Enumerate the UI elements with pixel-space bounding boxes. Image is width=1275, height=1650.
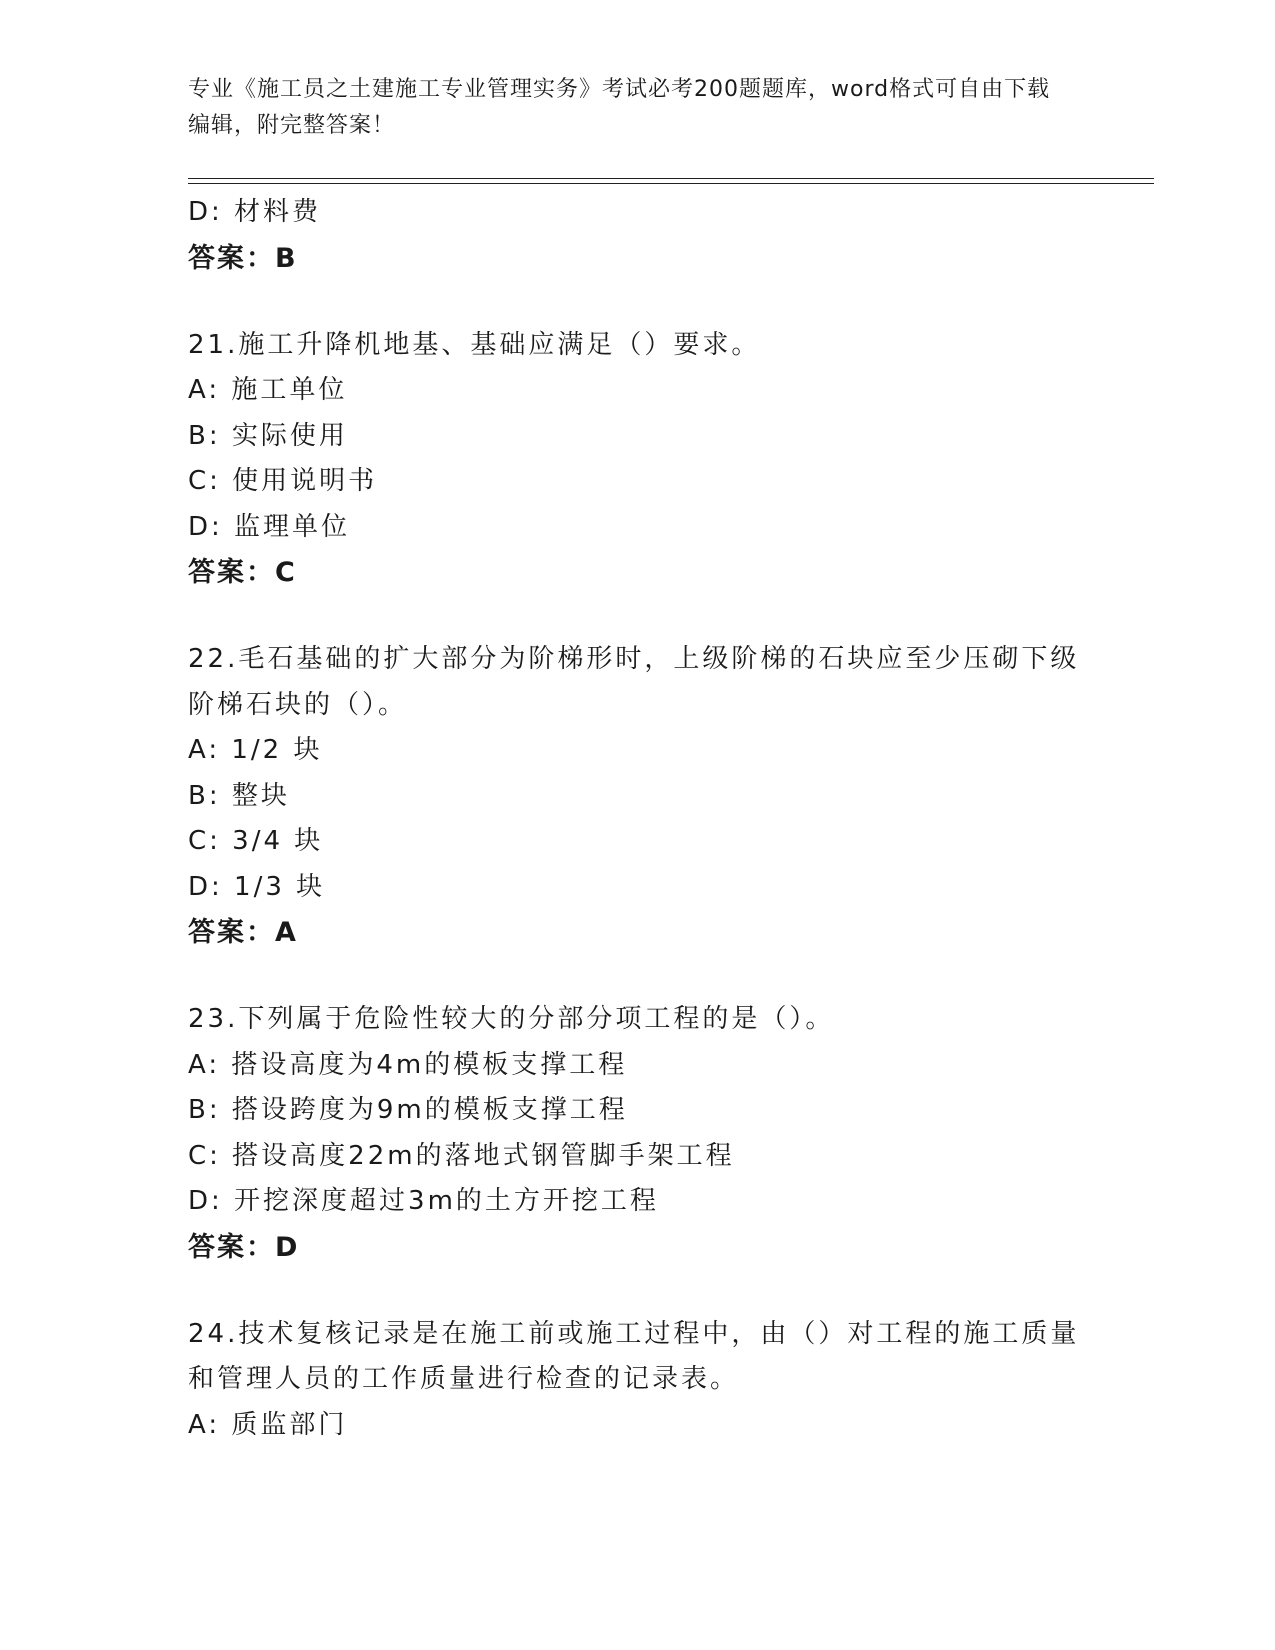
option-c: C: 搭设高度22m的落地式钢管脚手架工程 bbox=[188, 1140, 735, 1171]
question-stem: 23.下列属于危险性较大的分部分项工程的是（）。 bbox=[188, 1004, 835, 1034]
page-header: 专业《施工员之土建施工专业管理实务》考试必考200题题库，word格式可自由下载编辑，附完整答案！ bbox=[188, 77, 1051, 138]
question-block-23 bbox=[188, 997, 1088, 1271]
answer-line: 答案：C bbox=[188, 557, 297, 588]
option-d: D: 开挖深度超过3m的土方开挖工程 bbox=[188, 1186, 659, 1216]
question-block-22 bbox=[188, 637, 1088, 956]
option-c: C: 3/4 块 bbox=[188, 826, 324, 856]
option-a: A: 1/2 块 bbox=[188, 735, 323, 765]
question-stem: 24.技术复核记录是在施工前或施工过程中，由（）对工程的施工质量和管理人员的工作质量进行检查的记录表。 bbox=[188, 1318, 1080, 1394]
option-b: B: 实际使用 bbox=[188, 420, 348, 451]
option-c: C: 使用说明书 bbox=[188, 466, 378, 496]
question-block-24 bbox=[188, 1312, 1088, 1449]
option-d: D: 监理单位 bbox=[188, 511, 351, 542]
option-b: B: 整块 bbox=[188, 780, 290, 811]
option-d: D: 1/3 块 bbox=[188, 871, 326, 902]
header-divider bbox=[188, 178, 1154, 184]
answer-line: 答案：B bbox=[188, 242, 298, 274]
option-a: A: 搭设高度为4m的模板支撑工程 bbox=[188, 1049, 628, 1080]
question-list bbox=[188, 190, 1088, 1448]
answer-line: 答案：A bbox=[188, 917, 298, 948]
question-stem: 22.毛石基础的扩大部分为阶梯形时，上级阶梯的石块应至少压砌下级阶梯石块的（）。 bbox=[188, 644, 1080, 720]
option-a: A: 施工单位 bbox=[188, 375, 348, 405]
option-d: D: 材料费 bbox=[188, 197, 322, 227]
option-a: A: 质监部门 bbox=[188, 1409, 348, 1440]
answer-line: 答案：D bbox=[188, 1231, 300, 1263]
option-b: B: 搭设跨度为9m的模板支撑工程 bbox=[188, 1095, 628, 1125]
question-block-21 bbox=[188, 323, 1088, 597]
question-stem: 21.施工升降机地基、基础应满足（）要求。 bbox=[188, 329, 761, 360]
question-block-20-tail bbox=[188, 190, 1088, 282]
